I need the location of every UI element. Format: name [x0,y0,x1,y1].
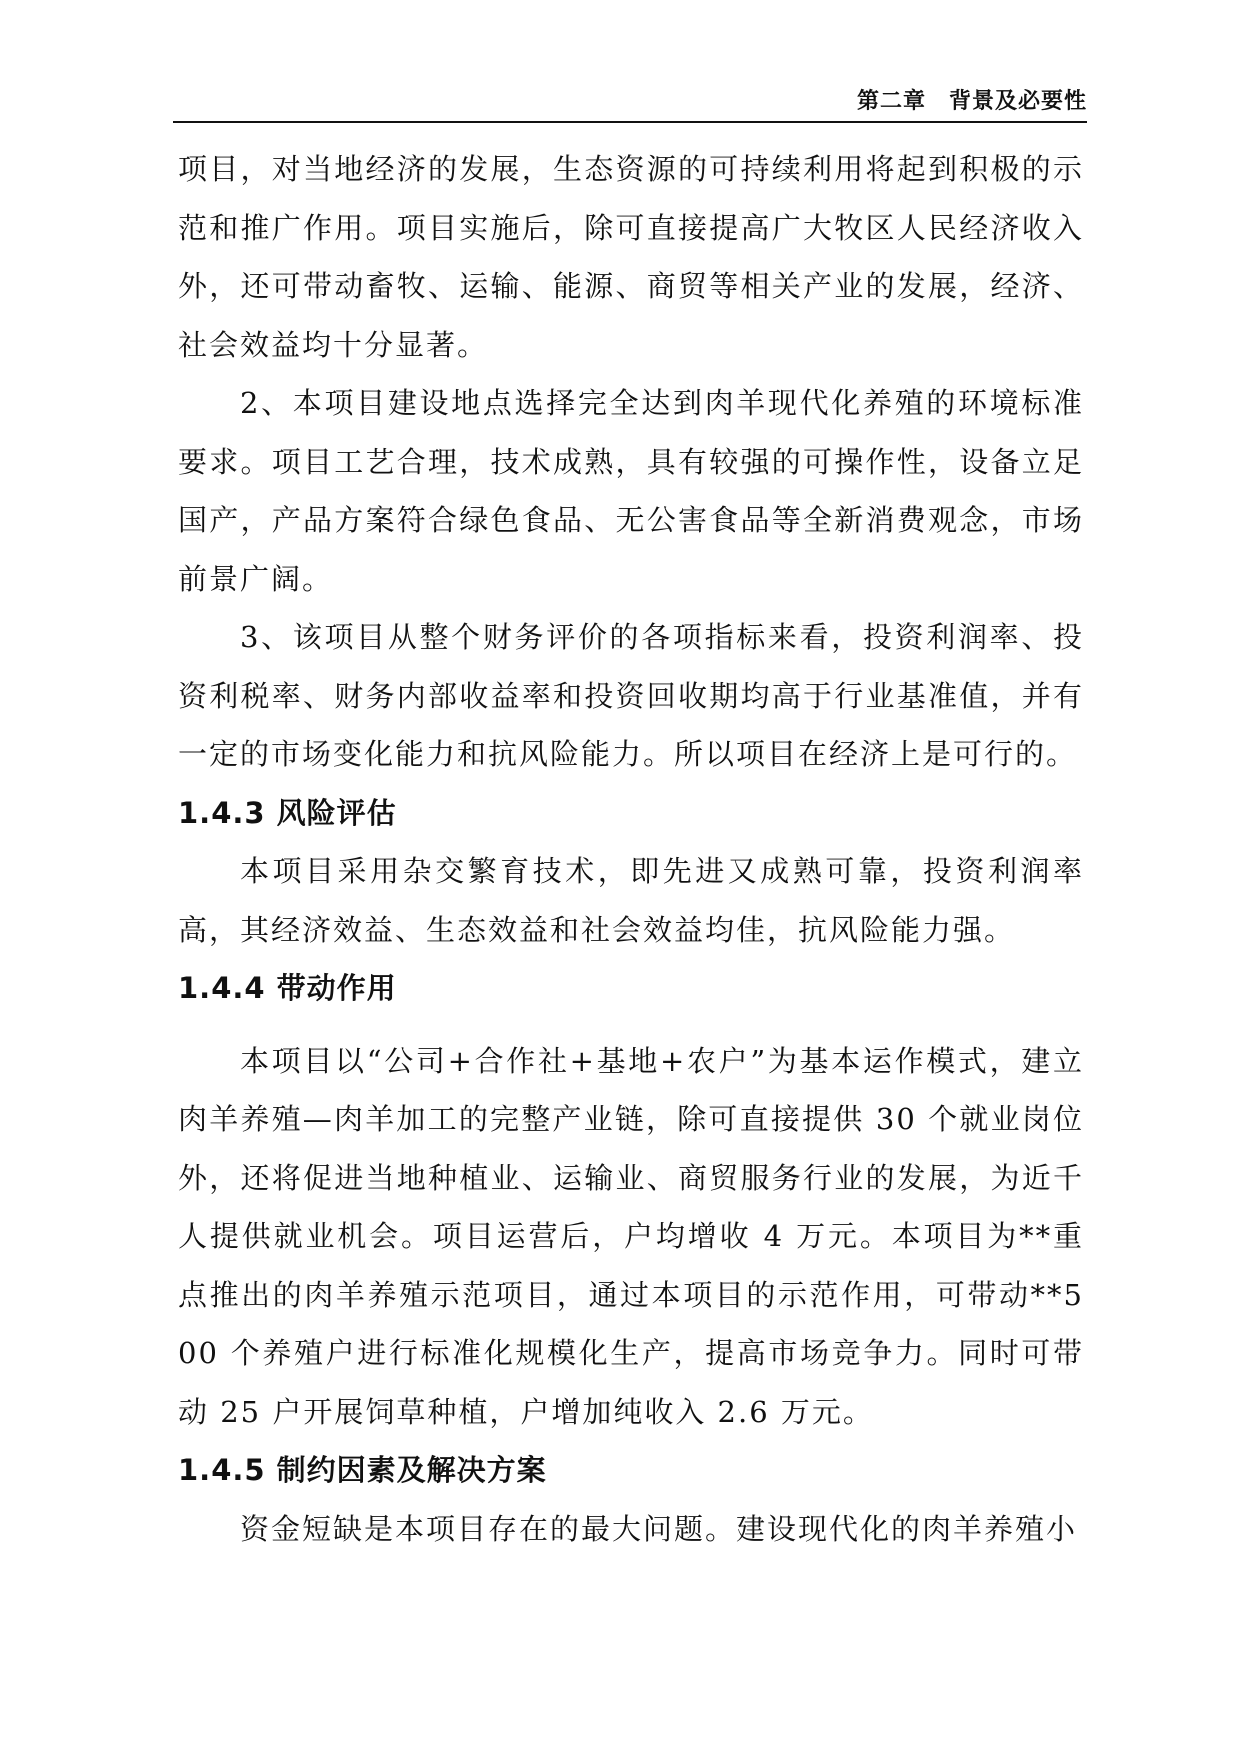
section-heading-1-4-5: 1.4.5 制约因素及解决方案 [178,1453,547,1487]
body-text [178,140,1084,1558]
paragraph-constraints: 资金短缺是本项目存在的最大问题。建设现代化的肉羊养殖小 [240,1511,1078,1546]
paragraph-risk-assessment: 本项目采用杂交繁育技术，即先进又成熟可靠，投资利润率高，其经济效益、生态效益和社会效益均佳，抗风险能力强。 [178,854,1084,947]
paragraph-driving-effect: 本项目以“公司+合作社+基地+农户”为基本运作模式，建立肉羊养殖—肉羊加工的完整产业链，除可直接提供 30 个就业岗位外，还将促进当地种植业、运输业、商贸服务行业的发展，为近千人提供就业机会。项目运营后，户均增收 4 万元。本项目为**重点推出的肉羊养殖示范项目，通过本项目的示范作用，可带动**500 个养殖户进行标准化规模化生产，提高市场竞争力。同时可带动 25 户开展饲草种植，户增加纯收入 2.6 万元。 [178,1043,1084,1429]
paragraph-point-2: 2、本项目建设地点选择完全达到肉羊现代化养殖的环境标准要求。项目工艺合理，技术成熟，具有较强的可操作性，设备立足国产，产品方案符合绿色食品、无公害食品等全新消费观念，市场前景广阔。 [178,386,1084,596]
running-header: 第二章 背景及必要性 [856,89,1087,114]
header-rule [173,121,1087,123]
paragraph-continuation: 项目，对当地经济的发展，生态资源的可持续利用将起到积极的示范和推广作用。项目实施后，除可直接提高广大牧区人民经济收入外，还可带动畜牧、运输、能源、商贸等相关产业的发展，经济、社会效益均十分显著。 [178,152,1084,362]
section-heading-1-4-4: 1.4.4 带动作用 [178,971,397,1005]
section-heading-1-4-3: 1.4.3 风险评估 [178,795,397,830]
paragraph-point-3: 3、该项目从整个财务评价的各项指标来看，投资利润率、投资利税率、财务内部收益率和投资回收期均高于行业基准值，并有一定的市场变化能力和抗风险能力。所以项目在经济上是可行的。 [178,620,1084,771]
